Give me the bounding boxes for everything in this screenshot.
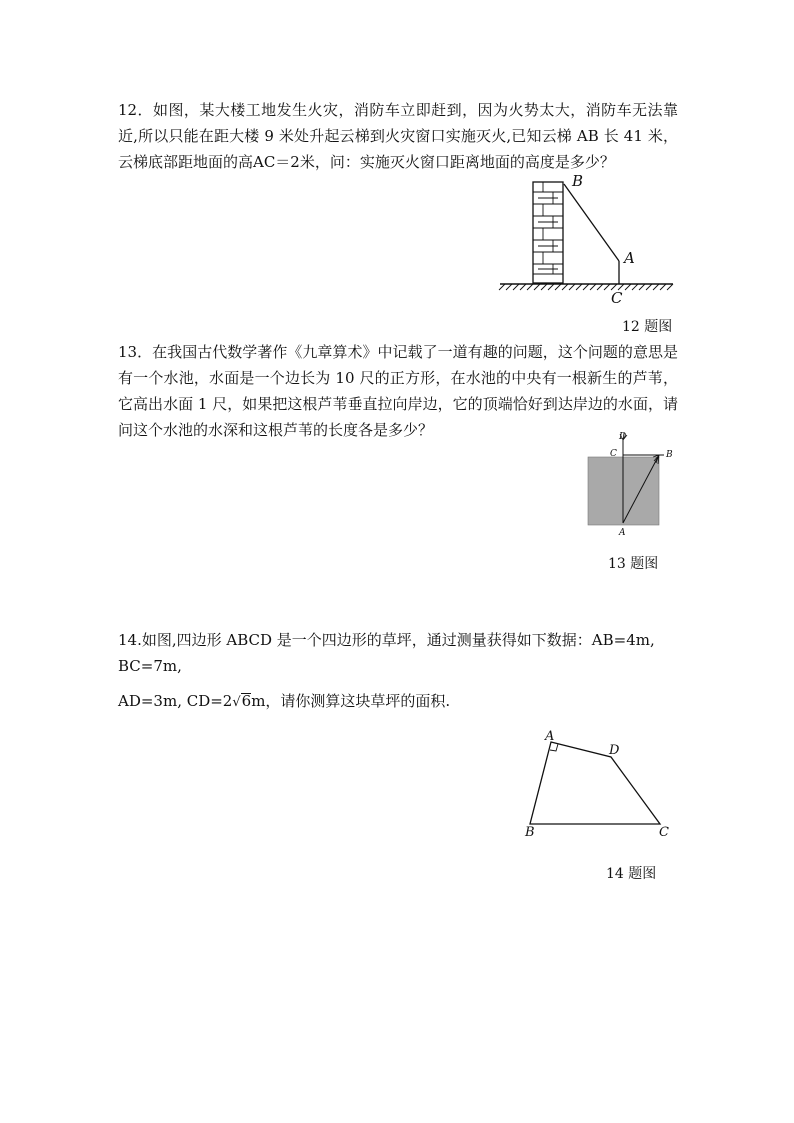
problem-12-text: 12．如图，某大楼工地发生火灾，消防车立即赶到，因为火势太大，消防车无法靠近,所以只能在距大楼 9 米处升起云梯到火灾窗口实施灭火,已知云梯 AB 长 41 米，云梯底部距地面的高AC＝2米，问：实施灭火窗口距离地面的高度是多少？ [118, 101, 678, 171]
figure-13-caption: 13 题图 [608, 556, 659, 572]
problem-14-line3-post: m，请你测算这块草坪的面积. [251, 692, 451, 710]
label-B: B [572, 172, 584, 190]
label-A: A [545, 729, 555, 744]
problem-14-line3: AD=3m, CD=2√6m，请你测算这块草坪的面积. [118, 692, 451, 710]
label-A: A [624, 249, 635, 267]
label-A: A [619, 528, 626, 538]
problem-14-radicand: 6 [241, 692, 252, 710]
figure-13-reed-pool [580, 428, 690, 540]
problem-14-line3-pre: AD=3m, CD=2 [118, 692, 233, 710]
figure-14-quadrilateral [520, 725, 680, 845]
quadrilateral-ABCD [530, 742, 660, 824]
label-B: B [525, 825, 535, 840]
label-C: C [659, 825, 669, 840]
figure-12-fire-ladder [495, 170, 680, 310]
figure-14-caption: 14 题图 [606, 866, 657, 882]
ladder-AB [564, 184, 619, 261]
label-D: D [619, 432, 627, 442]
label-C: C [610, 449, 617, 459]
label-C: C [611, 289, 623, 307]
building-icon [533, 182, 563, 283]
right-angle-mark [550, 744, 558, 751]
problem-14-line1: 14.如图,四边形 ABCD 是一个四边形的草坪，通过测量获得如下数据：AB=4m, [118, 631, 655, 649]
problem-14-line2: BC=7m, [118, 657, 182, 675]
label-B: B [666, 450, 673, 460]
label-D: D [609, 743, 620, 758]
ground-hatching [499, 284, 673, 290]
problem-13-text: 13．在我国古代数学著作《九章算术》中记载了一道有趣的问题，这个问题的意思是有一个水池，水面是一个边长为 10 尺的正方形，在水池的中央有一根新生的芦苇，它高出水面 1 尺，如果把这根芦苇垂直拉向岸边，它的顶端恰好到达岸边的水面，请问这个水池的水深和这根芦苇的长度各是多少？ [118, 343, 678, 439]
figure-12-caption: 12 题图 [622, 319, 673, 335]
